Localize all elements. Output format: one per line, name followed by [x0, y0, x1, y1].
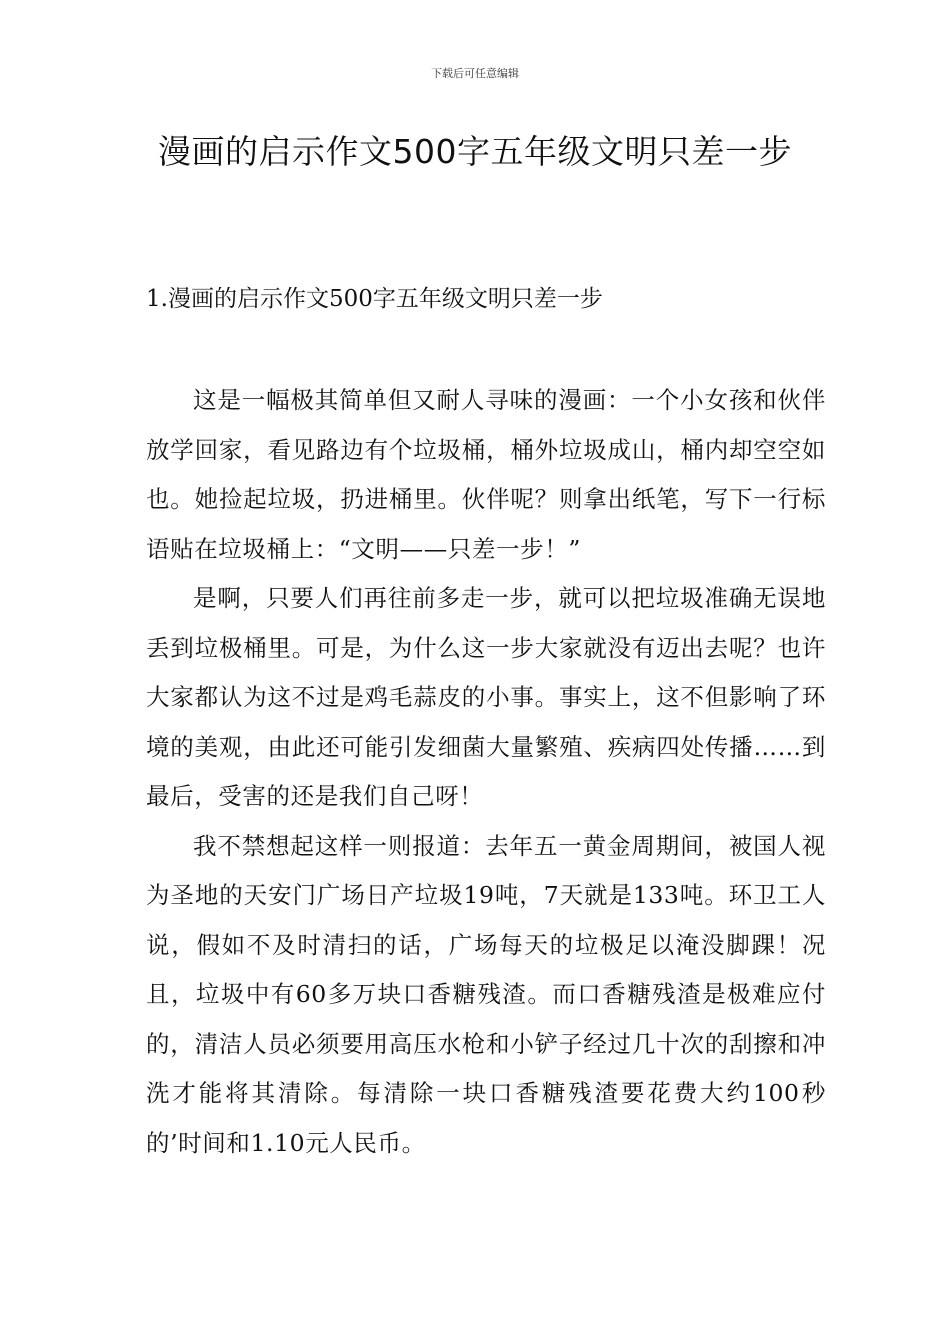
paragraph-1: 这是一幅极其简单但又耐人寻味的漫画：一个小女孩和伙伴放学回家，看见路边有个垃圾桶，桶外垃圾成山，桶内却空空如也。她捡起垃圾，扔进桶里。伙伴呢？则拿出纸笔，写下一行标语贴在垃圾桶上：“文明——只差一步！” [146, 386, 826, 563]
paragraph-2: 是啊，只要人们再往前多走一步，就可以把垃圾准确无误地丢到垃极桶里。可是，为什么这一步大家就没有迈出去呢？也许大家都认为这不过是鸡毛蒜皮的小事。事实上，这不但影响了环境的美观，由此还可能引发细菌大量繁殖、疾病四处传播……到最后，受害的还是我们自己呀！ [146, 584, 826, 810]
section-heading: 1.漫画的启示作文500字五年级文明只差一步 [146, 286, 603, 312]
page-header-note: 下载后可任意编辑 [431, 67, 519, 80]
article-body [146, 376, 826, 1168]
document-title: 漫画的启示作文500字五年级文明只差一步 [158, 132, 792, 171]
paragraph-3: 我不禁想起这样一则报道：去年五一黄金周期间，被国人视为圣地的天安门广场日产垃圾19吨，7天就是133吨。环卫工人说，假如不及时清扫的话，广场每天的垃极足以淹没脚踝！况且，垃圾中有60多万块口香糖残渣。而口香糖残渣是极难应付的，清洁人员必须要用高压水枪和小铲子经过几十次的刮擦和冲洗才能将其清除。每清除一块口香糖残渣要花费大约100秒的’时间和1.10元人民币。 [146, 831, 826, 1157]
